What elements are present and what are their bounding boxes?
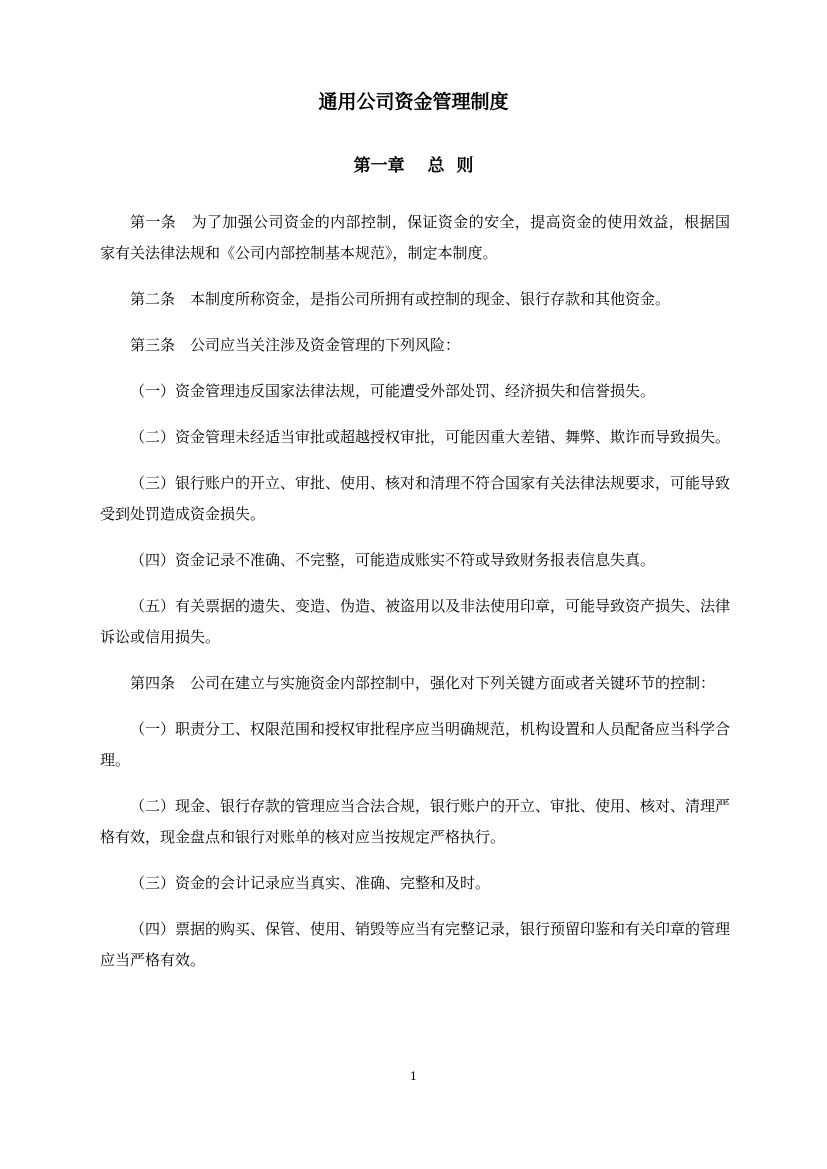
- paragraph-text: （四）票据的购买、保管、使用、销毁等应当有完整记录，银行预留印鉴和有关印章的管理应当严格有效。: [100, 920, 731, 969]
- article-number: 第二条: [130, 290, 191, 308]
- chapter-title: 第一章 总 则: [353, 156, 474, 176]
- paragraph-text: （二）现金、银行存款的管理应当合法合规，银行账户的开立、审批、使用、核对、清理严格有效，现金盘点和银行对账单的核对应当按规定严格执行。: [100, 797, 731, 846]
- paragraph: [100, 330, 730, 361]
- paragraph: [100, 668, 730, 699]
- document-title: 通用公司资金管理制度: [318, 91, 509, 113]
- paragraph-text: （四）资金记录不准确、不完整，可能造成账实不符或导致财务报表信息失真。: [130, 551, 656, 569]
- paragraph-text: （五）有关票据的遗失、变造、伪造、被盗用以及非法使用印章，可能导致资产损失、法律诉讼或信用损失。: [100, 597, 731, 646]
- paragraph-text: 公司应当关注涉及资金管理的下列风险：: [190, 336, 461, 354]
- document-body: [100, 207, 730, 991]
- paragraph: [100, 207, 730, 269]
- paragraph-text: 公司在建立与实施资金内部控制中，强化对下列关键方面或者关键环节的控制：: [190, 674, 716, 692]
- paragraph: [100, 714, 730, 776]
- paragraph-text: （一）职责分工、权限范围和授权审批程序应当明确规范，机构设置和人员配备应当科学合理。: [100, 720, 731, 769]
- paragraph: [100, 422, 730, 453]
- paragraph: [100, 545, 730, 576]
- paragraph-text: （三）银行账户的开立、审批、使用、核对和清理不符合国家有关法律法规要求，可能导致受到处罚造成资金损失。: [100, 474, 731, 523]
- paragraph-text: 为了加强公司资金的内部控制，保证资金的安全，提高资金的使用效益，根据国家有关法律法规和《公司内部控制基本规范》，制定本制度。: [100, 213, 730, 262]
- paragraph: [100, 468, 730, 530]
- paragraph: [100, 591, 730, 653]
- paragraph: [100, 868, 730, 899]
- paragraph: [100, 284, 730, 315]
- paragraph: [100, 376, 730, 407]
- paragraph-text: （三）资金的会计记录应当真实、准确、完整和及时。: [130, 874, 491, 892]
- article-number: 第三条: [130, 336, 191, 354]
- article-number: 第一条: [130, 213, 192, 231]
- paragraph-text: （二）资金管理未经适当审批或超越授权审批，可能因重大差错、舞弊、欺诈而导致损失。: [130, 428, 731, 446]
- article-number: 第四条: [130, 674, 191, 692]
- paragraph-text: 本制度所称资金，是指公司所拥有或控制的现金、银行存款和其他资金。: [190, 290, 671, 308]
- paragraph-text: （一）资金管理违反国家法律法规，可能遭受外部处罚、经济损失和信誉损失。: [130, 382, 656, 400]
- paragraph: [100, 791, 730, 853]
- page-number: 1: [410, 1070, 417, 1083]
- paragraph: [100, 914, 730, 976]
